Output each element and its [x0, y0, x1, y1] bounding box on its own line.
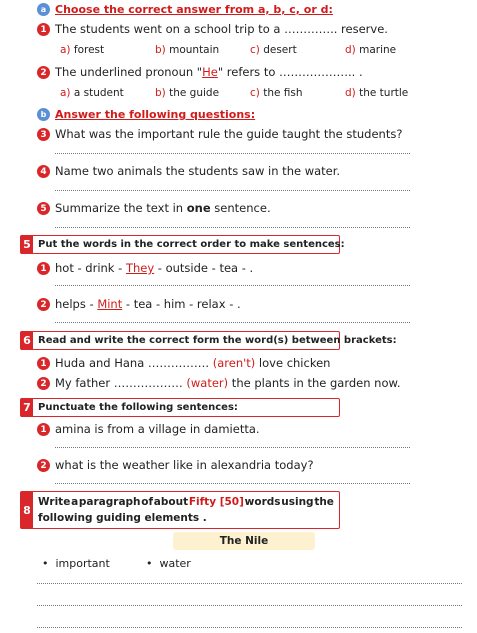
section-7-header — [20, 398, 340, 417]
answer-line-5[interactable] — [55, 227, 410, 228]
section-5-header — [20, 235, 345, 254]
s6-item-1-text: Huda and Hana ……………. (aren't) love chicken — [55, 356, 331, 370]
answer-line-3[interactable] — [55, 153, 410, 154]
section-6-number: 6 — [21, 331, 33, 350]
s6-item-1-number: 1 — [37, 357, 50, 370]
s7-answer-line-2[interactable] — [55, 483, 410, 484]
bullet-water: • water — [146, 557, 191, 570]
s7-item-1-text: amina is from a village in damietta. — [55, 422, 260, 436]
s5-item-2-number: 2 — [37, 298, 50, 311]
s5-answer-line-1[interactable] — [55, 285, 410, 286]
s7-answer-line-1[interactable] — [55, 447, 410, 448]
q2-option-c[interactable]: c) the fish — [250, 87, 303, 99]
underlined-pronoun: He — [202, 65, 218, 79]
section-5-title: Put the words in the correct order to make sentences: — [38, 239, 345, 250]
question-4-number: 4 — [37, 165, 50, 178]
question-3-number: 3 — [37, 128, 50, 141]
q1-option-b[interactable]: b) mountain — [155, 44, 220, 56]
question-2-number: 2 — [37, 66, 50, 79]
paragraph-line-3[interactable] — [37, 627, 462, 628]
s5-item-2-text: helps - Mint - tea - him - relax - . — [55, 297, 241, 311]
paragraph-line-2[interactable] — [37, 605, 462, 606]
s6-item-2-number: 2 — [37, 377, 50, 390]
paragraph-line-1[interactable] — [37, 583, 462, 584]
section-6-title: Read and write the correct form the word(s) between brackets: — [38, 335, 397, 346]
topic-title: The Nile — [173, 532, 315, 550]
section-8-header — [20, 491, 340, 529]
question-1-number: 1 — [37, 23, 50, 36]
s7-item-2-text: what is the weather like in alexandria today? — [55, 458, 314, 472]
question-3-text: What was the important rule the guide taught the students? — [55, 127, 403, 141]
section-a-badge: a — [37, 3, 50, 16]
s5-item-1-number: 1 — [37, 262, 50, 275]
question-5-number: 5 — [37, 202, 50, 215]
section-8-number: 8 — [21, 492, 33, 528]
section-b-badge: b — [37, 108, 50, 121]
q1-option-d[interactable]: d) marine — [345, 44, 397, 56]
s7-item-2-number: 2 — [37, 459, 50, 472]
s5-answer-line-2[interactable] — [55, 322, 410, 323]
question-4-text: Name two animals the students saw in the water. — [55, 164, 341, 178]
section-6-header — [20, 331, 397, 350]
question-2-text: The underlined pronoun "He" refers to ……………….. . — [55, 65, 363, 79]
bullet-important: • important — [42, 557, 110, 570]
q2-option-d[interactable]: d) the turtle — [345, 87, 409, 99]
question-5-text: Summarize the text in one sentence. — [55, 201, 271, 215]
question-1-text: The students went on a school trip to a ………….. reserve. — [55, 22, 388, 36]
q2-option-b[interactable]: b) the guide — [155, 87, 220, 99]
section-7-number: 7 — [21, 398, 33, 417]
answer-line-4[interactable] — [55, 190, 410, 191]
section-8-instructions: Write a paragraph of about Fifty [50] words using the following guiding elements . — [38, 496, 334, 524]
s7-item-1-number: 1 — [37, 423, 50, 436]
s6-item-2-text: My father ……………… (water) the plants in the garden now. — [55, 376, 401, 390]
section-b-heading: Answer the following questions: — [55, 108, 256, 121]
s5-item-1-text: hot - drink - They - outside - tea - . — [55, 261, 254, 275]
q1-option-c[interactable]: c) desert — [250, 44, 297, 56]
section-5-number: 5 — [21, 235, 33, 254]
q2-option-a[interactable]: a) a student — [60, 87, 124, 99]
section-a-heading: Choose the correct answer from a, b, c, or d: — [55, 3, 333, 16]
section-7-title: Punctuate the following sentences: — [38, 402, 238, 413]
q1-option-a[interactable]: a) forest — [60, 44, 105, 56]
